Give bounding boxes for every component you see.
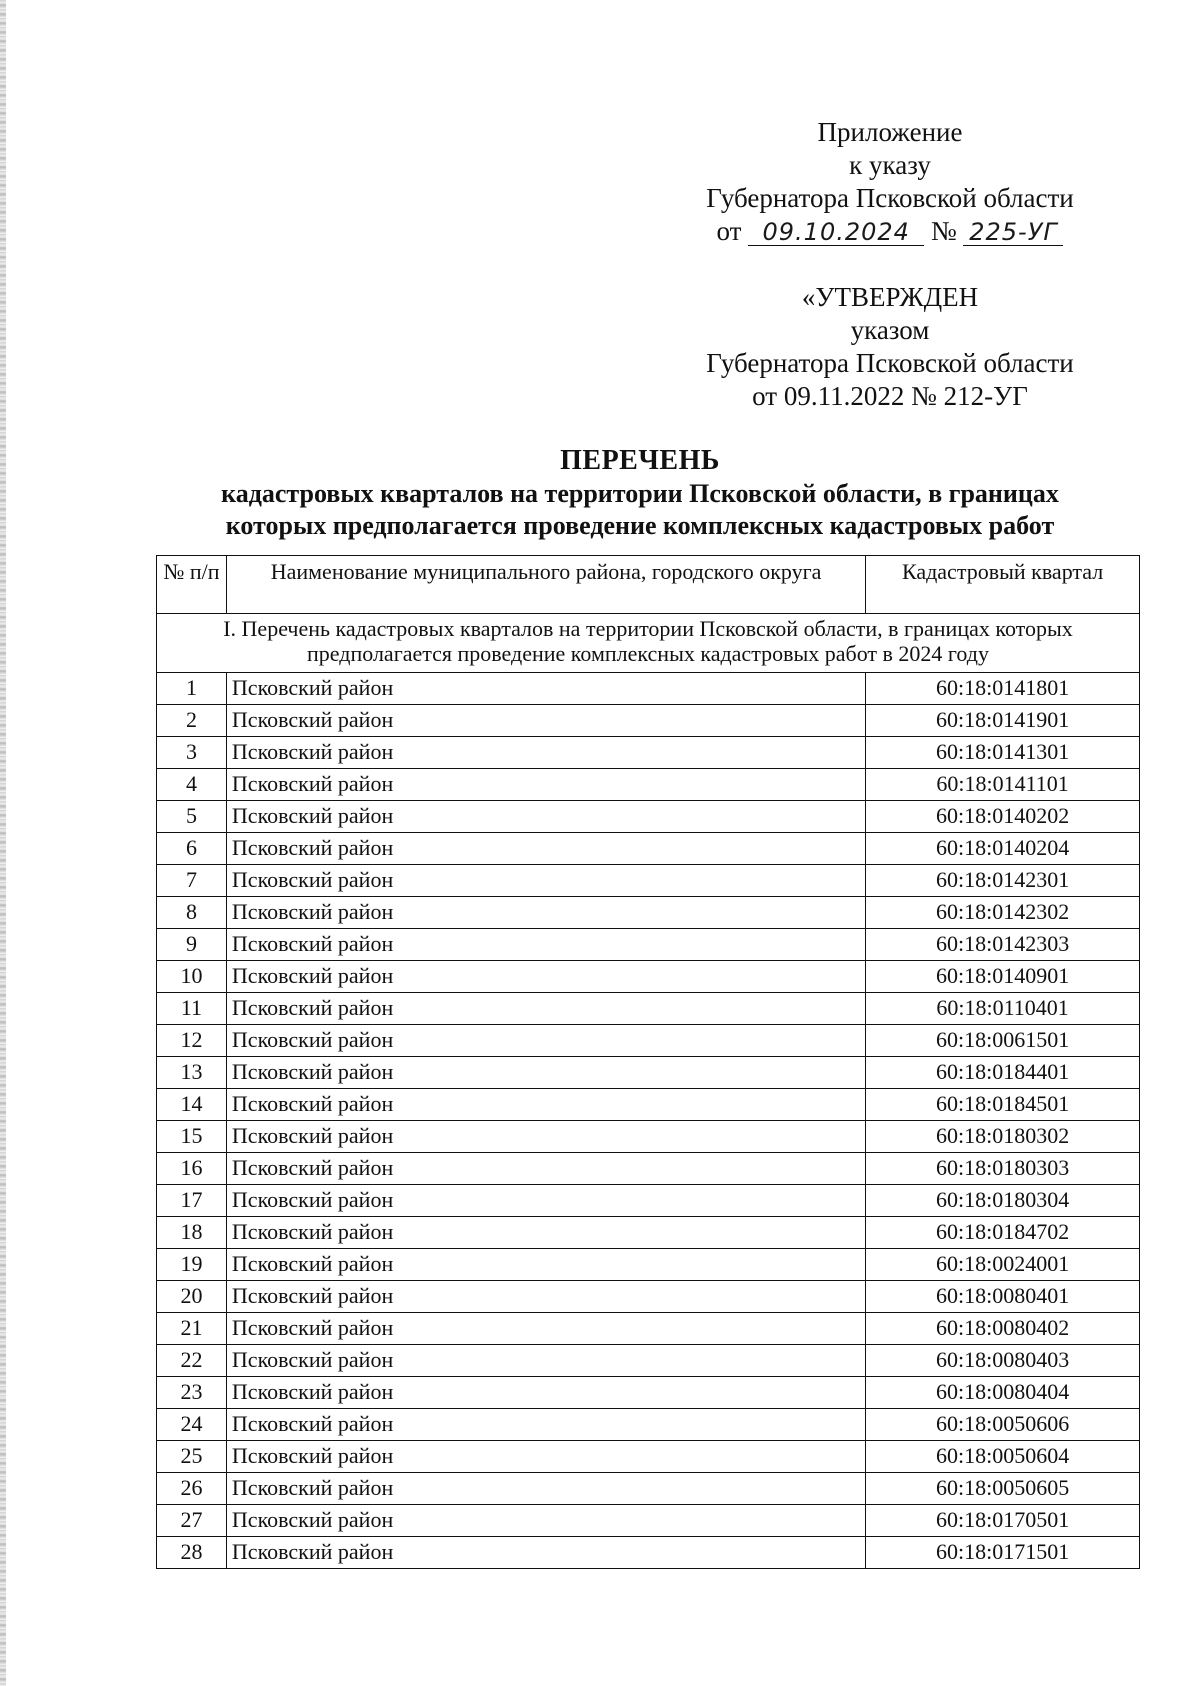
- table-row: [157, 705, 1140, 737]
- row-cadastral-quarter: 60:18:0080401: [866, 1281, 1140, 1313]
- table-row: [157, 1537, 1140, 1569]
- row-cadastral-quarter: 60:18:0184401: [866, 1057, 1140, 1089]
- row-district: Псковский район: [226, 1249, 865, 1281]
- appendix-governor: Губернатора Псковской области: [706, 183, 1074, 213]
- row-district: Псковский район: [226, 833, 865, 865]
- row-district: Псковский район: [226, 1313, 865, 1345]
- row-number: 8: [157, 897, 227, 929]
- table-row: [157, 1153, 1140, 1185]
- approved-decree: указом: [850, 315, 930, 345]
- row-number: 5: [157, 801, 227, 833]
- row-district: Псковский район: [226, 1121, 865, 1153]
- row-number: 17: [157, 1185, 227, 1217]
- row-cadastral-quarter: 60:18:0141901: [866, 705, 1140, 737]
- row-district: Псковский район: [226, 1505, 865, 1537]
- document-title: [150, 444, 1130, 542]
- row-cadastral-quarter: 60:18:0184702: [866, 1217, 1140, 1249]
- table-row: [157, 801, 1140, 833]
- table-row: [157, 865, 1140, 897]
- title-sub-line-1: кадастровых кварталов на территории Псковской области, в границах: [221, 479, 1059, 508]
- row-district: Псковский район: [226, 1345, 865, 1377]
- header-num: № п/п: [157, 556, 227, 614]
- table-row: [157, 1185, 1140, 1217]
- row-cadastral-quarter: 60:18:0024001: [866, 1249, 1140, 1281]
- row-cadastral-quarter: 60:18:0170501: [866, 1505, 1140, 1537]
- appendix-date-line: [680, 215, 1100, 248]
- table-row: [157, 1249, 1140, 1281]
- table-row: [157, 737, 1140, 769]
- row-cadastral-quarter: 60:18:0180303: [866, 1153, 1140, 1185]
- row-number: 20: [157, 1281, 227, 1313]
- appendix-title: Приложение: [817, 117, 963, 147]
- appendix-to-decree: к указу: [849, 150, 931, 180]
- header-kv: Кадастровый квартал: [866, 556, 1140, 614]
- row-district: Псковский район: [226, 961, 865, 993]
- row-district: Псковский район: [226, 1441, 865, 1473]
- row-cadastral-quarter: 60:18:0142303: [866, 929, 1140, 961]
- table-row: [157, 1377, 1140, 1409]
- table-row: [157, 1121, 1140, 1153]
- row-number: 9: [157, 929, 227, 961]
- approved-date: от 09.11.2022 № 212-УГ: [752, 381, 1028, 411]
- table-row: [157, 1025, 1140, 1057]
- row-cadastral-quarter: 60:18:0140204: [866, 833, 1140, 865]
- row-cadastral-quarter: 60:18:0141801: [866, 673, 1140, 705]
- row-number: 27: [157, 1505, 227, 1537]
- table-row: [157, 1089, 1140, 1121]
- row-cadastral-quarter: 60:18:0171501: [866, 1537, 1140, 1569]
- row-district: Псковский район: [226, 1025, 865, 1057]
- row-cadastral-quarter: 60:18:0140202: [866, 801, 1140, 833]
- row-district: Псковский район: [226, 1057, 865, 1089]
- row-district: Псковский район: [226, 1153, 865, 1185]
- table-row: [157, 1313, 1140, 1345]
- table-row: [157, 897, 1140, 929]
- number-label: №: [930, 216, 957, 246]
- handwritten-date: 09.10.2024: [748, 219, 924, 246]
- row-number: 24: [157, 1409, 227, 1441]
- title-sub-line-2: которых предполагается проведение комплексных кадастровых работ: [225, 511, 1055, 540]
- row-district: Псковский район: [226, 1217, 865, 1249]
- row-district: Псковский район: [226, 1409, 865, 1441]
- row-number: 22: [157, 1345, 227, 1377]
- row-district: Псковский район: [226, 993, 865, 1025]
- table-row: [157, 1505, 1140, 1537]
- section-title: I. Перечень кадастровых кварталов на территории Псковской области, в границах которых предполагается проведение комплексных кадастровых работ в 2024 году: [157, 614, 1140, 673]
- row-number: 12: [157, 1025, 227, 1057]
- table-row: [157, 1441, 1140, 1473]
- title-main: ПЕРЕЧЕНЬ: [560, 445, 720, 476]
- row-number: 3: [157, 737, 227, 769]
- table-row: [157, 961, 1140, 993]
- table-row: [157, 993, 1140, 1025]
- row-district: Псковский район: [226, 865, 865, 897]
- date-label: от: [716, 216, 742, 246]
- header-name: Наименование муниципального района, городского округа: [226, 556, 865, 614]
- scan-edge: [0, 0, 6, 1686]
- row-number: 4: [157, 769, 227, 801]
- row-cadastral-quarter: 60:18:0050606: [866, 1409, 1140, 1441]
- row-district: Псковский район: [226, 1473, 865, 1505]
- table-row: [157, 769, 1140, 801]
- row-number: 10: [157, 961, 227, 993]
- cadastral-table: [156, 555, 1140, 1569]
- row-number: 2: [157, 705, 227, 737]
- table-row: [157, 1057, 1140, 1089]
- row-district: Псковский район: [226, 1281, 865, 1313]
- table-row: [157, 1473, 1140, 1505]
- row-cadastral-quarter: 60:18:0080402: [866, 1313, 1140, 1345]
- row-number: 6: [157, 833, 227, 865]
- row-cadastral-quarter: 60:18:0050604: [866, 1441, 1140, 1473]
- row-district: Псковский район: [226, 673, 865, 705]
- table-row: [157, 1409, 1140, 1441]
- row-number: 13: [157, 1057, 227, 1089]
- row-district: Псковский район: [226, 1537, 865, 1569]
- section-row: [157, 614, 1140, 673]
- row-cadastral-quarter: 60:18:0180302: [866, 1121, 1140, 1153]
- table-header-row: [157, 556, 1140, 614]
- row-number: 1: [157, 673, 227, 705]
- approved-governor: Губернатора Псковской области: [706, 348, 1074, 378]
- row-cadastral-quarter: 60:18:0110401: [866, 993, 1140, 1025]
- approved-block: [680, 281, 1100, 413]
- approved-title: «УТВЕРЖДЕН: [801, 282, 979, 312]
- row-cadastral-quarter: 60:18:0080404: [866, 1377, 1140, 1409]
- table-row: [157, 1281, 1140, 1313]
- row-cadastral-quarter: 60:18:0141101: [866, 769, 1140, 801]
- row-district: Псковский район: [226, 769, 865, 801]
- row-cadastral-quarter: 60:18:0142302: [866, 897, 1140, 929]
- row-cadastral-quarter: 60:18:0142301: [866, 865, 1140, 897]
- row-cadastral-quarter: 60:18:0140901: [866, 961, 1140, 993]
- table-row: [157, 833, 1140, 865]
- row-district: Псковский район: [226, 737, 865, 769]
- table-row: [157, 673, 1140, 705]
- row-number: 14: [157, 1089, 227, 1121]
- row-number: 7: [157, 865, 227, 897]
- table-row: [157, 1217, 1140, 1249]
- row-number: 15: [157, 1121, 227, 1153]
- row-number: 23: [157, 1377, 227, 1409]
- row-number: 26: [157, 1473, 227, 1505]
- row-number: 28: [157, 1537, 227, 1569]
- row-number: 21: [157, 1313, 227, 1345]
- row-cadastral-quarter: 60:18:0080403: [866, 1345, 1140, 1377]
- row-district: Псковский район: [226, 801, 865, 833]
- row-district: Псковский район: [226, 929, 865, 961]
- row-district: Псковский район: [226, 897, 865, 929]
- row-cadastral-quarter: 60:18:0050605: [866, 1473, 1140, 1505]
- row-district: Псковский район: [226, 705, 865, 737]
- row-cadastral-quarter: 60:18:0061501: [866, 1025, 1140, 1057]
- handwritten-number: 225-УГ: [963, 219, 1063, 246]
- table-row: [157, 929, 1140, 961]
- row-number: 18: [157, 1217, 227, 1249]
- row-number: 19: [157, 1249, 227, 1281]
- row-district: Псковский район: [226, 1377, 865, 1409]
- row-cadastral-quarter: 60:18:0180304: [866, 1185, 1140, 1217]
- appendix-block: [680, 116, 1100, 248]
- row-number: 11: [157, 993, 227, 1025]
- table-row: [157, 1345, 1140, 1377]
- row-district: Псковский район: [226, 1089, 865, 1121]
- row-number: 16: [157, 1153, 227, 1185]
- row-number: 25: [157, 1441, 227, 1473]
- row-cadastral-quarter: 60:18:0141301: [866, 737, 1140, 769]
- row-cadastral-quarter: 60:18:0184501: [866, 1089, 1140, 1121]
- row-district: Псковский район: [226, 1185, 865, 1217]
